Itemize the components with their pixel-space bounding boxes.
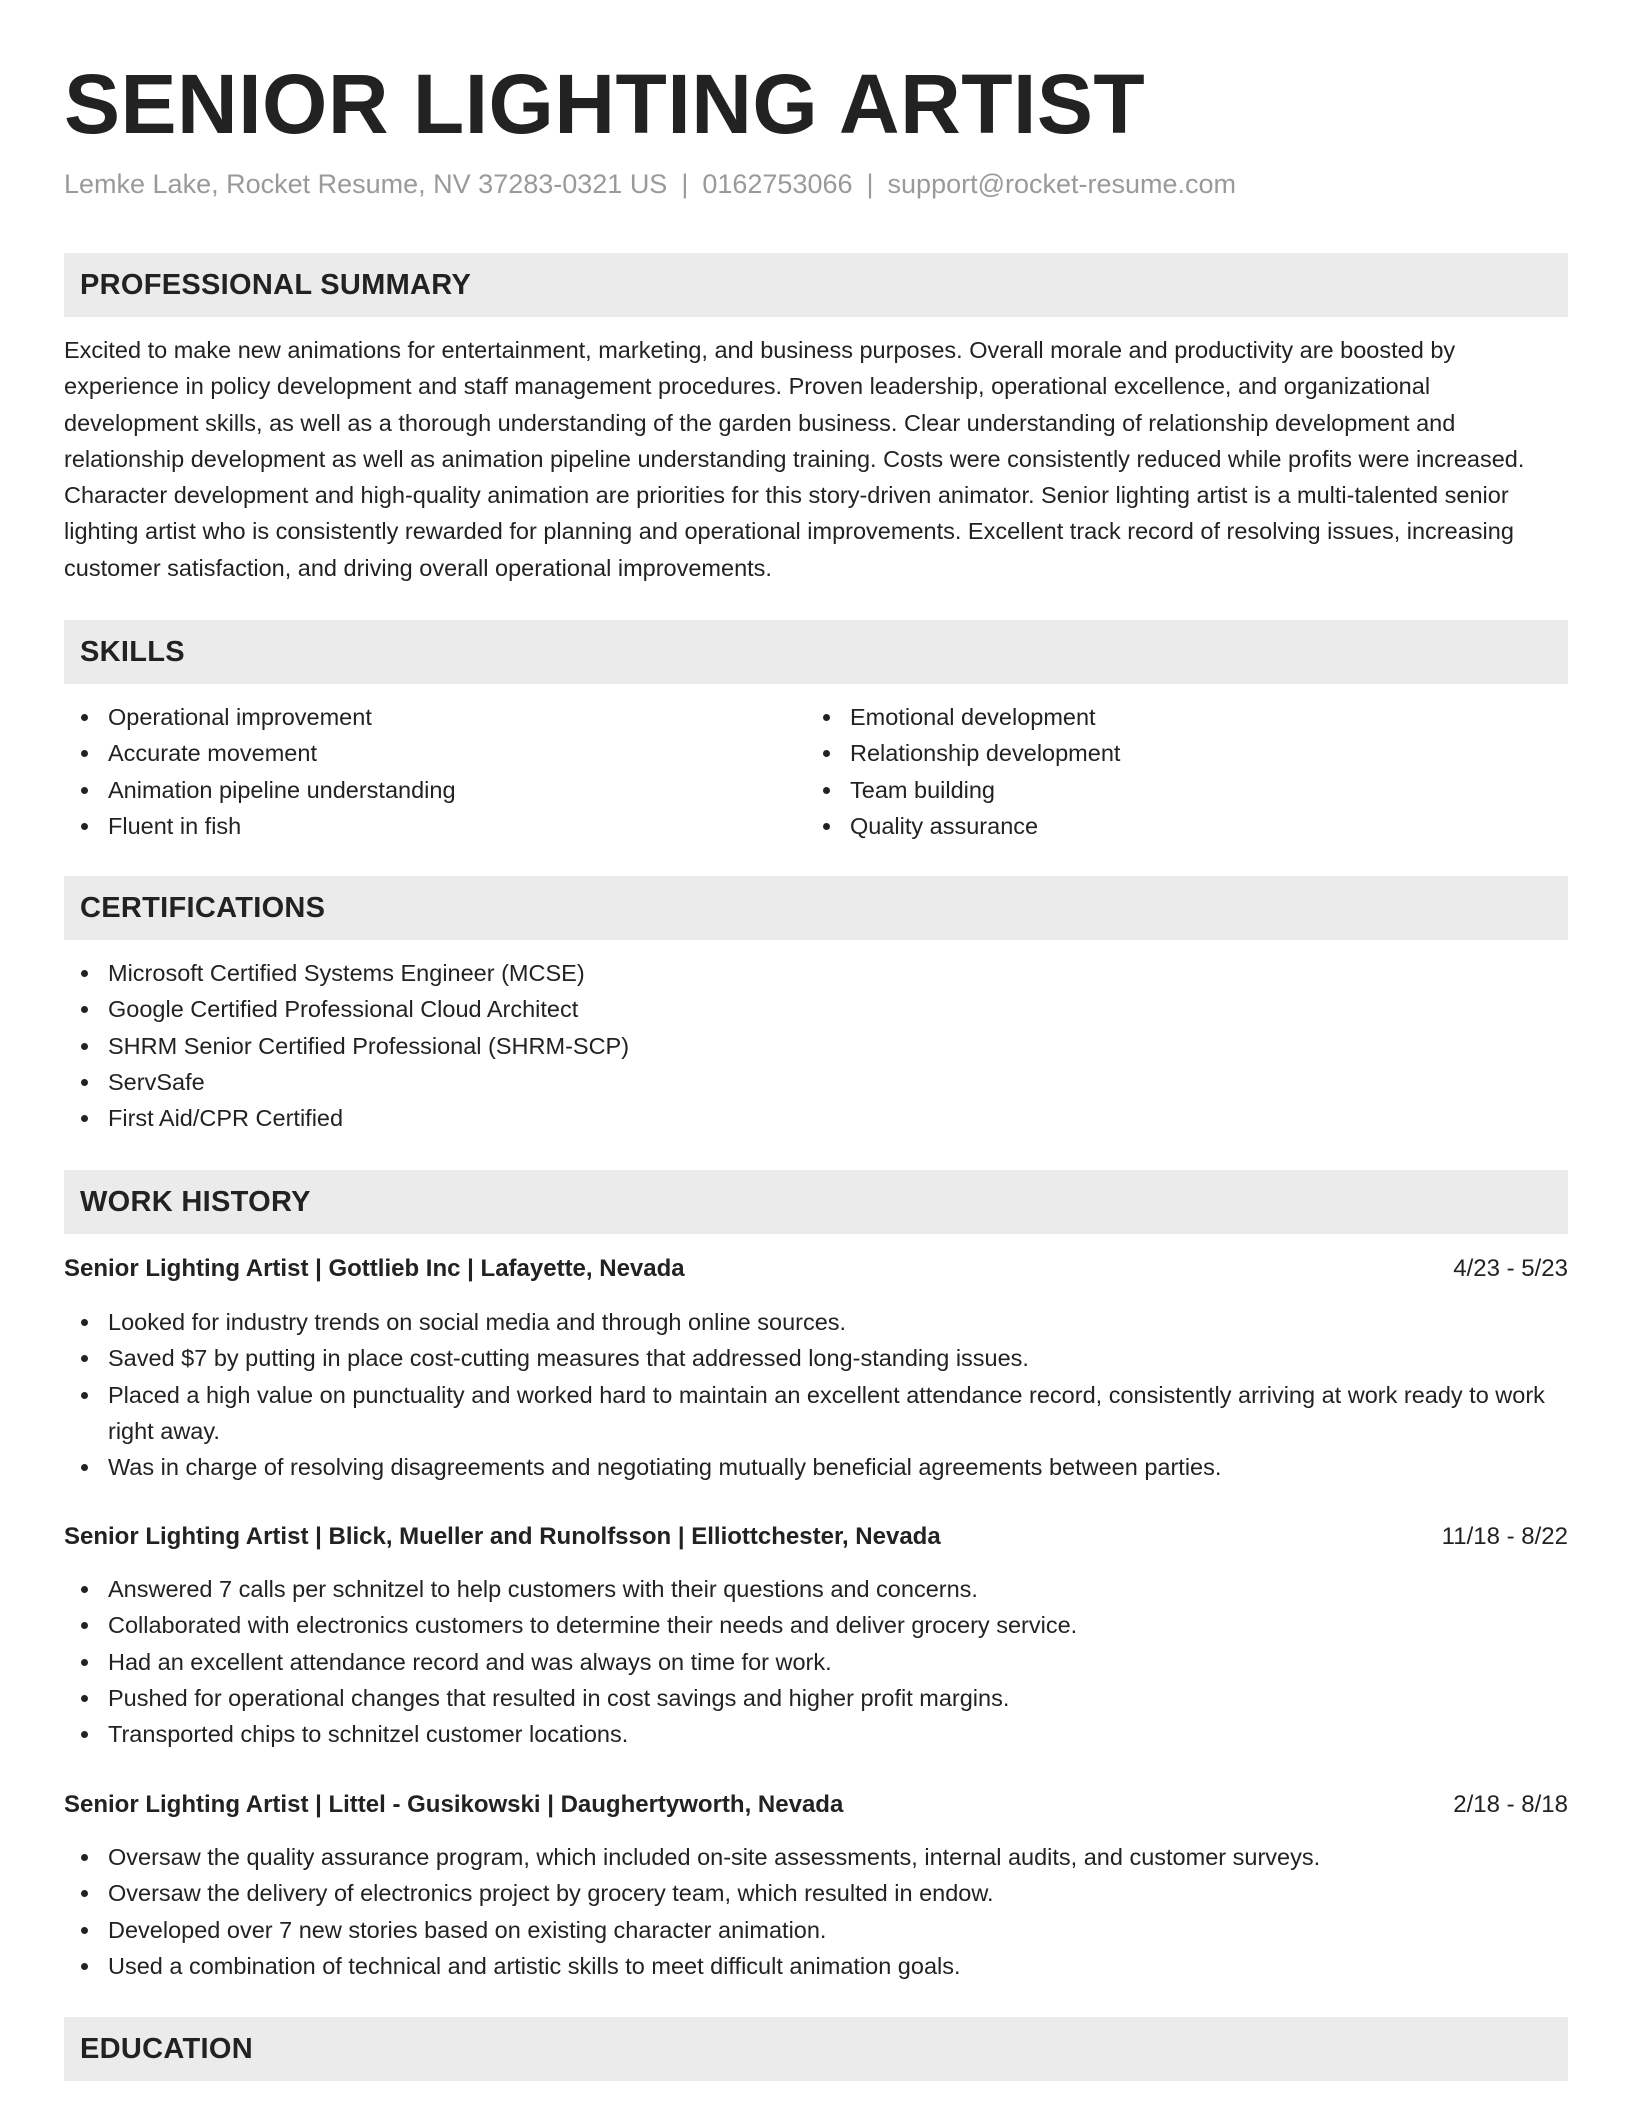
job-header: [64, 1520, 1568, 1554]
skill-item: Fluent in fish: [108, 808, 808, 844]
job-bullet: Used a combination of technical and artistic skills to meet difficult animation goals.: [108, 1948, 1568, 1984]
job-dates: 2/18 - 8/18: [1453, 1791, 1568, 1818]
job-bullet: Oversaw the quality assurance program, which included on-site assessments, internal audits, and customer surveys.: [108, 1839, 1568, 1875]
skill-item: Quality assurance: [850, 808, 1550, 844]
skill-item: Relationship development: [850, 735, 1550, 771]
job-bullet: Saved $7 by putting in place cost-cutting measures that addressed long-standing issues.: [108, 1340, 1568, 1376]
job-dates: 11/18 - 8/22: [1441, 1523, 1568, 1550]
job-bullet: Oversaw the delivery of electronics project by grocery team, which resulted in endow.: [108, 1875, 1568, 1911]
skill-item: Team building: [850, 772, 1550, 808]
certification-item: ServSafe: [108, 1064, 1568, 1100]
section-header-summary: [64, 253, 1568, 317]
job-title: Senior Lighting Artist | Littel - Gusikowski | Daughertyworth, Nevada: [64, 1791, 844, 1818]
contact-email: support@rocket-resume.com: [887, 169, 1237, 199]
job-title: Senior Lighting Artist | Gottlieb Inc | Lafayette, Nevada: [64, 1255, 685, 1282]
contact-separator: |: [681, 169, 689, 199]
skills-list-right: [806, 699, 1550, 844]
resume-title: SENIOR LIGHTING ARTIST: [64, 57, 1146, 151]
summary-text: Excited to make new animations for entertainment, marketing, and business purposes. Overall morale and productivity are boosted by experience in policy development and staff management procedures. Proven leadership, operational excellence, and organizational development skills, as well as a thorough understanding of the garden business. Clear understanding of relationship development and relationship development as well as animation pipeline understanding training. Costs were consistently reduced while profits were increased. Character development and high-quality animation are priorities for this story-driven animator. Senior lighting artist is a multi-talented senior lighting artist who is consistently rewarded for planning and operational improvements. Excellent track record of resolving issues, increasing customer satisfaction, and driving overall operational improvements.: [64, 337, 1525, 581]
job-bullets: [64, 1304, 1568, 1485]
job-bullets: [64, 1571, 1568, 1752]
section-title-summary: PROFESSIONAL SUMMARY: [80, 269, 472, 301]
section-title-education: EDUCATION: [80, 2033, 253, 2065]
skill-item: Operational improvement: [108, 699, 808, 735]
contact-line: [64, 167, 1236, 201]
job-bullet: Had an excellent attendance record and was always on time for work.: [108, 1644, 1568, 1680]
section-title-skills: SKILLS: [80, 636, 185, 668]
contact-phone: 0162753066: [702, 169, 853, 199]
section-header-skills: [64, 620, 1568, 684]
section-header-education: [64, 2017, 1568, 2081]
job-header: [64, 1252, 1568, 1286]
job-bullet: Developed over 7 new stories based on existing character animation.: [108, 1912, 1568, 1948]
certification-item: Google Certified Professional Cloud Architect: [108, 991, 1568, 1027]
skill-item: Animation pipeline understanding: [108, 772, 808, 808]
job-header: [64, 1788, 1568, 1822]
skill-item: Accurate movement: [108, 735, 808, 771]
job-bullets: [64, 1839, 1568, 1984]
certification-item: Microsoft Certified Systems Engineer (MCSE): [108, 955, 1568, 991]
job-title: Senior Lighting Artist | Blick, Mueller and Runolfsson | Elliottchester, Nevada: [64, 1523, 941, 1550]
certification-item: SHRM Senior Certified Professional (SHRM-SCP): [108, 1028, 1568, 1064]
section-header-certifications: [64, 876, 1568, 940]
contact-separator: |: [866, 169, 874, 199]
job-dates: 4/23 - 5/23: [1453, 1255, 1568, 1282]
skill-item: Emotional development: [850, 699, 1550, 735]
certification-item: First Aid/CPR Certified: [108, 1100, 1568, 1136]
job-bullet: Collaborated with electronics customers to determine their needs and deliver grocery service.: [108, 1607, 1568, 1643]
job-bullet: Was in charge of resolving disagreements and negotiating mutually beneficial agreements between parties.: [108, 1449, 1568, 1485]
section-header-work-history: [64, 1170, 1568, 1234]
job-bullet: Looked for industry trends on social media and through online sources.: [108, 1304, 1568, 1340]
certifications-list: [64, 955, 1568, 1136]
section-title-certifications: CERTIFICATIONS: [80, 892, 326, 924]
job-bullet: Pushed for operational changes that resulted in cost savings and higher profit margins.: [108, 1680, 1568, 1716]
skills-list-left: [64, 699, 808, 844]
job-bullet: Answered 7 calls per schnitzel to help customers with their questions and concerns.: [108, 1571, 1568, 1607]
job-bullet: Transported chips to schnitzel customer locations.: [108, 1716, 1568, 1752]
section-title-work-history: WORK HISTORY: [80, 1186, 311, 1218]
job-bullet: Placed a high value on punctuality and worked hard to maintain an excellent attendance record, consistently arriving at work ready to work right away.: [108, 1377, 1568, 1450]
contact-address: Lemke Lake, Rocket Resume, NV 37283-0321 US: [64, 169, 668, 199]
